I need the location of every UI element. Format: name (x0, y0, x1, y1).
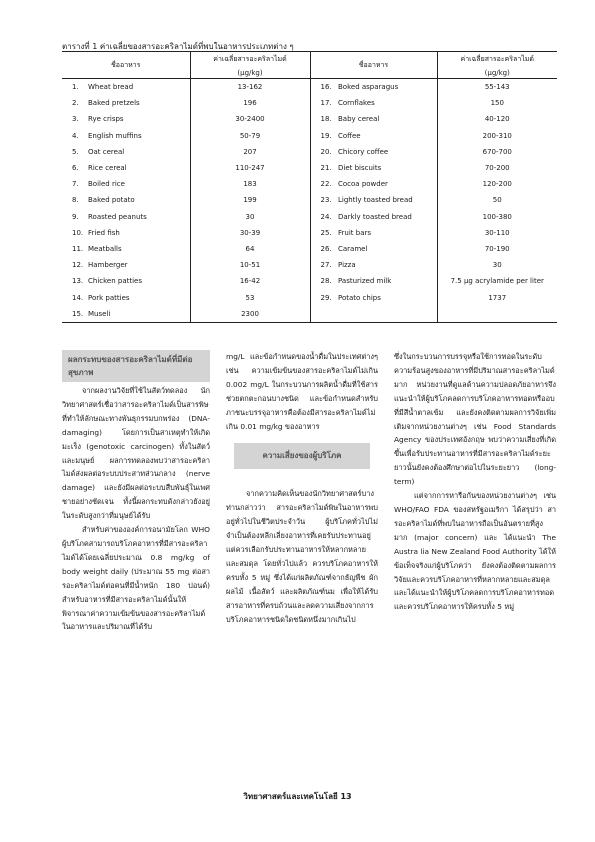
row-number: 6. (72, 164, 79, 173)
row-number: 12. (72, 261, 84, 270)
row-number: 13. (72, 277, 84, 286)
row-number: 2. (72, 99, 79, 108)
acrylamide-table (62, 51, 557, 323)
row-number: 16. (310, 79, 338, 96)
food-name: Caramel (338, 244, 368, 253)
article-column-3 (394, 350, 556, 614)
food-name: Pizza (338, 261, 356, 270)
row-number: 24. (310, 209, 338, 225)
article-column-1 (62, 350, 210, 634)
row-number: 9. (72, 212, 79, 221)
header-food-left (62, 52, 190, 79)
food-name: Boked asparagus (338, 83, 399, 92)
food-name: Lightly toasted bread (338, 196, 413, 205)
table-row (62, 289, 557, 305)
acrylamide-value (437, 306, 557, 323)
header-mean-left (190, 52, 310, 79)
row-number: 21. (310, 160, 338, 176)
food-name: Pork patties (88, 293, 130, 302)
row-number: 19. (310, 128, 338, 144)
row-number (310, 306, 338, 323)
header-mean-text: ค่าเฉลี่ยสารอะคริลาไมด์ (213, 54, 287, 63)
who-fao-paragraph: แต่จากการหารือกันของหน่วยงานต่างๆ เช่น WHO/FAO FDA ของสหรัฐอเมริกา ได้สรุปว่า สารอะคริลาไมด์ที่พบในอาหารถือเป็นอันตรายที่สูงมาก (major concern) และ ได้แนะนำ The Austra lia New Zealand Food Authority ได้ให้ข้อเท็จจริงแก่ผู้บริโภคว่า ยังคงต้องติดตามผลการวิจัยและควรบริโภคอาหารที่หลากหลายและสมดุล และได้แนะนำให้ผู้บริโภคลดการบริโภคอาหารทอดและควรบริโภคอาหารให้ครบทั้ง 5 หมู่ (394, 491, 556, 612)
food-name: Pasturized milk (338, 277, 392, 286)
food-name: Fruit bars (338, 228, 372, 237)
row-number: 20. (310, 144, 338, 160)
acrylamide-value: 53 (190, 289, 310, 305)
acrylamide-value: 30-110 (437, 225, 557, 241)
food-name: Baked potato (88, 196, 135, 205)
acrylamide-value: 50-79 (190, 128, 310, 144)
header-food-text: ชื่ออาหาร (358, 60, 389, 69)
header-unit-text: (μg/kg) (484, 68, 510, 77)
row-number: 14. (72, 293, 84, 302)
row-number: 10. (72, 228, 84, 237)
acrylamide-value: 64 (190, 241, 310, 257)
acrylamide-value: 55-143 (437, 79, 557, 96)
acrylamide-value: 120-200 (437, 176, 557, 192)
table-caption: ตารางที่ 1 ค่าเฉลี่ยของสารอะคริลาไมด์ที่พบในอาหารประเภทต่าง ๆ (62, 42, 294, 51)
food-name: Baked pretzels (88, 99, 140, 108)
food-name: Chicken patties (88, 277, 143, 286)
food-name: Hamberger (88, 261, 128, 270)
acrylamide-value: 16-42 (190, 273, 310, 289)
food-name: Cocoa powder (338, 180, 388, 189)
food-name: Museli (88, 306, 190, 323)
food-name: Fried fish (88, 228, 120, 237)
acrylamide-value: 30 (437, 257, 557, 273)
acrylamide-value: 183 (190, 176, 310, 192)
row-number: 29. (310, 289, 338, 305)
row-number: 15. (62, 306, 88, 323)
table-row (62, 79, 557, 96)
food-name: Rice cereal (88, 164, 127, 173)
food-name: Darkly toasted bread (338, 212, 412, 221)
acrylamide-value: 30 (190, 209, 310, 225)
food-name: Boiled rice (88, 180, 125, 189)
header-mean-right (437, 52, 557, 79)
header-mean-text: ค่าเฉลี่ยสารอะคริลาไมด์ (460, 54, 534, 63)
header-unit-text: (μg/kg) (237, 68, 263, 77)
row-number: 4. (72, 131, 79, 140)
row-number: 22. (310, 176, 338, 192)
table-row (62, 192, 557, 208)
header-food-text: ชื่ออาหาร (111, 60, 141, 69)
acrylamide-value: 207 (190, 144, 310, 160)
health-effects-paragraph: จากผลงานวิจัยที่ใช้ในสัตว์ทดลอง นักวิทยาศาสตร์เชื่อว่าสารอะคริลาไมด์เป็นสารพิษที่ทำให้ลักษณะทางพันธุกรรมบกพร่อง (DNA-damaging) โดยการเป็นสาเหตุทำให้เกิดมะเร็ง (genotoxic carcinogen) ทั้งในสัตว์และมนุษย์ ผลการทดลองพบว่าสารอะคริลาไมด์ส่งผลต่อระบบประสาทส่วนกลาง (nerve damage) และยังมีผลต่อระบบสืบพันธุ์ในเพศชายอย่างชัดเจน ทั้งนี้ผลกระทบดังกล่าวยังอยู่ในระดับสูงกว่าที่มนุษย์ได้รับ (62, 386, 210, 521)
food-name: Diet biscuits (338, 164, 382, 173)
table-row (62, 176, 557, 192)
acrylamide-value: 200-310 (437, 128, 557, 144)
table-row (62, 160, 557, 176)
row-number: 8. (72, 196, 79, 205)
acrylamide-value: 40-120 (437, 111, 557, 127)
food-name: Wheat bread (88, 83, 134, 92)
food-name: Rye crisps (88, 115, 124, 124)
health-effects-heading: ผลกระทบของสารอะคริลาไมด์ที่มีต่อสุขภาพ (62, 350, 210, 382)
table-row (62, 111, 557, 127)
food-name (338, 306, 437, 323)
food-name: Meatballs (88, 244, 122, 253)
acrylamide-value: 1737 (437, 289, 557, 305)
table-row (62, 257, 557, 273)
food-name: Oat cereal (88, 147, 125, 156)
who-intake-paragraph: สำหรับค่าขององค์การอนามัยโลก WHO ผู้บริโภคสามารถบริโภคอาหารที่มีสารอะคริลาไมด์ได้โดยเฉลี่ยประมาณ 0.8 mg/kg of body weight daily (ประมาณ 55 mg ต่อสารอะคริลาไมด์ต่อคนที่มีน้ำหนัก 180 ปอนด์) สำหรับอาหารที่มีสารอะคริลาไมด์นั้นให้พิจารณาค่าความเข้มข้นของสารอะคริลาไมด์ในอาหารและปริมาณที่ได้รับ (62, 525, 210, 632)
consumer-risk-heading: ความเสี่ยงของผู้บริโภค (234, 443, 370, 469)
acrylamide-value: 100-380 (437, 209, 557, 225)
acrylamide-value: 70-200 (437, 160, 557, 176)
row-number: 28. (310, 273, 338, 289)
food-name: Chicory coffee (338, 147, 389, 156)
food-name: English muffins (88, 131, 142, 140)
food-name: Coffee (338, 131, 361, 140)
acrylamide-value: 150 (437, 95, 557, 111)
acrylamide-value: 196 (190, 95, 310, 111)
row-number: 25. (310, 225, 338, 241)
table-row (62, 241, 557, 257)
acrylamide-value: 110-247 (190, 160, 310, 176)
acrylamide-value: 30-39 (190, 225, 310, 241)
acrylamide-value: 30-2400 (190, 111, 310, 127)
food-name: Potato chips (338, 293, 381, 302)
row-number: 1. (72, 83, 79, 92)
table-header-row (62, 52, 557, 79)
table-row (62, 95, 557, 111)
regulation-paragraph: mg/L และข้อกำหนดของน้ำดื่มในประเทศต่างๆ เช่น ความเข้มข้นของสารอะคริลาไมด์ไม่เกิน 0.002 mg/L ในกระบวนการผลิตน้ำดื่มที่ใช้สารช่วยตกตะกอนบางชนิด และข้อกำหนดสำหรับภาชนะบรรจุอาหารคือต้องมีสารอะคริลาไมด์ไม่เกิน 0.01 mg/kg ของอาหาร (226, 352, 378, 431)
header-food-right (310, 52, 437, 79)
table-row (62, 306, 557, 323)
table-row (62, 209, 557, 225)
food-name: Baby cereal (338, 115, 380, 124)
table-row (62, 128, 557, 144)
table-row (62, 144, 557, 160)
row-number: 27. (310, 257, 338, 273)
consumer-risk-paragraph: จากความคิดเห็นของนักวิทยาศาสตร์บางท่านกล่าวว่า สารอะคริลาไมด์พิษในอาหารพบอยู่ทั่วไปในชีวิตประจำวัน ผู้บริโภคทั่วไปไม่จำเป็นต้องหลีกเลี่ยงอาหารที่เคยรับประทานอยู่ แต่ควรเลือกรับประทานอาหารให้หลากหลายและสมดุล โดยทั่วไปแล้ว ควรบริโภคอาหารให้ครบทั้ง 5 หมู่ ซึ่งได้แก่ผลิตภัณฑ์จากธัญพืช ผัก ผลไม้ เนื้อสัตว์ และผลิตภัณฑ์นม เพื่อให้ได้รับสารอาหารที่ครบถ้วนและลดความเสี่ยงจากการบริโภคอาหารชนิดใดชนิดหนึ่งมากเกินไป (226, 489, 378, 624)
row-number: 7. (72, 180, 79, 189)
article-column-2 (226, 350, 378, 626)
acrylamide-value: 2300 (190, 306, 310, 323)
acrylamide-value: 70-190 (437, 241, 557, 257)
acrylamide-value: 7.5 μg acrylamide per liter (437, 273, 557, 289)
agency-paragraph: ซึ่งในกระบวนการบรรจุหรือใช้การทอดในระดับความร้อนสูงของอาหารที่มีปริมาณสารอะคริลาไมด์มาก หน่วยงานที่ดูแลด้านความปลอดภัยอาหารจึงแนะนำให้ผู้บริโภคลดการบริโภคอาหารทอดหรืออบที่มีสีน้ำตาลเข้ม และยังคงติดตามผลการวิจัยเพิ่มเติมจากหน่วยงานต่างๆ เช่น Food Standards Agency ของประเทศอังกฤษ พบว่าความเสี่ยงที่เกิดขึ้นเพื่อรับประทานอาหารที่มีสารอะคริลาไมด์ระยะยาวนั้นยังคงต้องศึกษาต่อไปในระยะยาว (long-term) (394, 352, 556, 487)
table-row (62, 273, 557, 289)
row-number: 17. (310, 95, 338, 111)
row-number: 23. (310, 192, 338, 208)
page-footer: วิทยาศาสตร์และเทคโนโลยี 13 (243, 792, 352, 801)
acrylamide-value: 670-700 (437, 144, 557, 160)
acrylamide-value: 50 (437, 192, 557, 208)
acrylamide-value: 10-51 (190, 257, 310, 273)
table-row (62, 225, 557, 241)
row-number: 5. (72, 147, 79, 156)
acrylamide-value: 199 (190, 192, 310, 208)
acrylamide-value: 13-162 (190, 79, 310, 96)
row-number: 18. (310, 111, 338, 127)
row-number: 3. (72, 115, 79, 124)
food-name: Cornflakes (338, 99, 375, 108)
row-number: 26. (310, 241, 338, 257)
food-name: Roasted peanuts (88, 212, 147, 221)
row-number: 11. (72, 244, 84, 253)
